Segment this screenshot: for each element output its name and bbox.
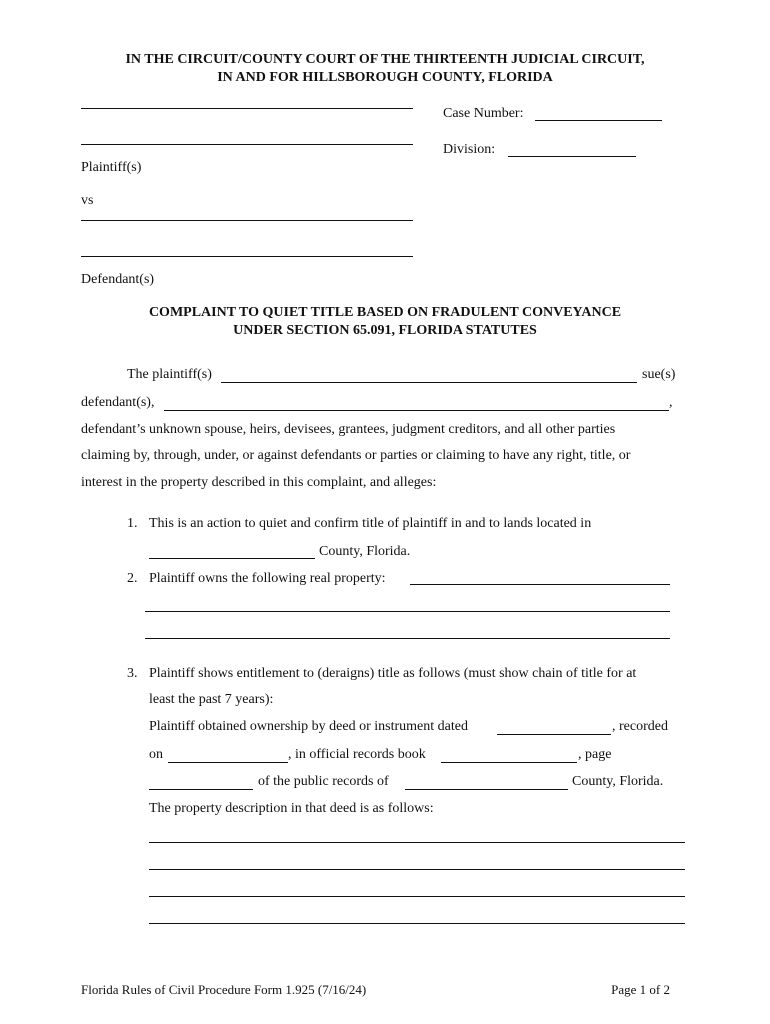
item1-county-label: County, Florida. <box>319 544 411 559</box>
intro-line3: defendant’s unknown spouse, heirs, devisees, grantees, judgment creditors, and all other parties <box>81 422 616 437</box>
item1-county-field[interactable] <box>149 558 315 559</box>
complaint-title-line1: COMPLAINT TO QUIET TITLE BASED ON FRADULENT CONVEYANCE <box>148 305 622 320</box>
intro-defendants-label: defendant(s), <box>81 395 155 410</box>
intro-line4: claiming by, through, under, or against defendants or parties or claiming to have any right, title, or <box>81 448 631 463</box>
plaintiffs-name-field[interactable] <box>221 382 637 383</box>
court-header-line2: IN AND FOR HILLSBOROUGH COUNTY, FLORIDA <box>217 70 553 85</box>
item3-number: 3. <box>127 666 138 681</box>
item3-line4-end: , page <box>578 747 612 762</box>
defendant-label: Defendant(s) <box>81 272 155 287</box>
deed-description-line-2[interactable] <box>149 869 685 870</box>
intro-plaintiffs-label: The plaintiff(s) <box>127 367 212 382</box>
complaint-title-line2: UNDER SECTION 65.091, FLORIDA STATUTES <box>233 323 537 338</box>
intro-sues-label: sue(s) <box>642 367 676 382</box>
item3-line2: least the past 7 years): <box>149 692 274 707</box>
item2-number: 2. <box>127 571 138 586</box>
item3-line6: The property description in that deed is as follows: <box>149 801 434 816</box>
plaintiff-name-line-2[interactable] <box>81 144 413 145</box>
intro-comma: , <box>669 395 673 410</box>
item3-line5-end: County, Florida. <box>572 774 664 789</box>
footer-form-label: Florida Rules of Civil Procedure Form 1.925 (7/16/24) <box>81 982 367 997</box>
plaintiff-name-line-1[interactable] <box>81 108 413 109</box>
defendant-name-line-2[interactable] <box>81 256 413 257</box>
item3-line5-mid: of the public records of <box>258 774 389 789</box>
case-number-field[interactable] <box>535 120 662 121</box>
intro-line5: interest in the property described in this complaint, and alleges: <box>81 475 437 490</box>
deed-description-line-3[interactable] <box>149 896 685 897</box>
property-field-line-1[interactable] <box>410 584 670 585</box>
deed-description-line-4[interactable] <box>149 923 685 924</box>
recorded-on-field[interactable] <box>168 762 288 763</box>
defendants-name-field[interactable] <box>164 410 669 411</box>
division-label: Division: <box>443 142 496 157</box>
item1-number: 1. <box>127 516 138 531</box>
records-book-field[interactable] <box>441 762 577 763</box>
item3-line1: Plaintiff shows entitlement to (deraigns) title as follows (must show chain of title for at <box>149 666 637 681</box>
item2-text: Plaintiff owns the following real property: <box>149 571 386 586</box>
division-field[interactable] <box>508 156 636 157</box>
item3-line4-mid: , in official records book <box>288 747 426 762</box>
deed-description-line-1[interactable] <box>149 842 685 843</box>
public-records-county-field[interactable] <box>405 789 568 790</box>
item3-line4-start: on <box>149 747 163 762</box>
item1-text: This is an action to quiet and confirm title of plaintiff in and to lands located in <box>149 516 592 531</box>
plaintiff-label: Plaintiff(s) <box>81 160 142 175</box>
deed-date-field[interactable] <box>497 734 611 735</box>
property-field-line-2[interactable] <box>145 611 670 612</box>
case-number-label: Case Number: <box>443 106 524 121</box>
item3-line3-end: , recorded <box>612 719 668 734</box>
court-header-line1: IN THE CIRCUIT/COUNTY COURT OF THE THIRTEENTH JUDICIAL CIRCUIT, <box>125 52 645 67</box>
defendant-name-line-1[interactable] <box>81 220 413 221</box>
item3-line3-start: Plaintiff obtained ownership by deed or instrument dated <box>149 719 468 734</box>
footer-page-label: Page 1 of 2 <box>611 982 670 997</box>
vs-label: vs <box>81 193 94 208</box>
page-number-field[interactable] <box>149 789 253 790</box>
property-field-line-3[interactable] <box>145 638 670 639</box>
